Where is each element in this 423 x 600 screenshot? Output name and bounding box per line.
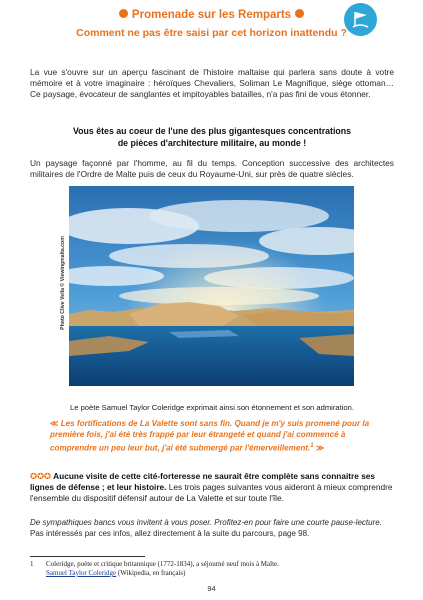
defense-bold-text: Aucune visite de cette cité-forteresse ne saurait être complète sans connaitre ses lignes de défense ; et leur histoire. bbox=[30, 471, 376, 493]
title-text: Promenade sur les Remparts bbox=[131, 9, 292, 21]
footnote-number: 1 bbox=[30, 560, 34, 568]
context-paragraph: Un paysage façonné par l'homme, au fil du temps. Conception successive des architectes militaires de l'Ordre de Malte puis de ceux du Royaume-Uni, sur près de quatre siècles. bbox=[30, 158, 394, 180]
benches-line: De sympathiques bancs vous invitent à vous poser. Profitez-en pour faire une courte pause-lecture. bbox=[30, 518, 382, 527]
bullet-dot bbox=[295, 9, 304, 18]
footnote-source-text: (Wikipedia, en français) bbox=[117, 569, 186, 577]
footnote bbox=[30, 560, 400, 578]
intro-paragraph: La vue s'ouvre sur un aperçu fascinant de l'histoire maltaise qui parlera sans doute à votre mémoire et à votre imaginaire : héroïques Chevaliers, Soliman Le Magnifique, siège ottoman… Ce paysage, évocateur de sanglantes et impitoyables batailles, n'a pas fini de vous étonner. bbox=[30, 67, 394, 100]
footnote-line bbox=[30, 560, 400, 569]
highlight-statement bbox=[30, 126, 394, 149]
bullet-dot bbox=[119, 9, 128, 18]
footnote-source bbox=[30, 569, 400, 578]
photo-credit bbox=[57, 190, 69, 380]
quote-close-mark: ≫ bbox=[315, 443, 325, 453]
coleridge-link[interactable]: Samuel Taylor Coleridge bbox=[46, 569, 117, 577]
footnote-rule bbox=[30, 556, 145, 557]
defense-normal-text: Les trois pages suivantes vous aideront à mieux comprendre l'ensemble du dispositif défensif autour de La Valette et sur toute l'île. bbox=[30, 482, 393, 504]
harbour-image bbox=[69, 186, 354, 386]
star-marks-icon: ✪✪✪ bbox=[30, 471, 51, 481]
skip-line: Pas intéressés par ces infos, allez directement à la suite du parcours, page 98. bbox=[30, 529, 310, 538]
quote-text: Les fortifications de La Valette sont sans fin. Quand je m'y suis promené pour la première fois, j'ai été très frappé par leur étrangeté et quand j'ai commencé à comprendre un peu leur but, j'ai été submergé par l'émerveillement. bbox=[50, 419, 370, 453]
highlight-line: de pièces d'architecture militaire, au monde ! bbox=[117, 137, 307, 148]
benches-paragraph bbox=[30, 517, 394, 539]
highlight-line: Vous êtes au coeur de l'une des plus gigantesques concentrations bbox=[72, 126, 352, 136]
page-subtitle: Comment ne pas être saisi par cet horizon inattendu ? bbox=[76, 27, 347, 39]
quote-footnote-ref[interactable]: 1 bbox=[310, 442, 314, 449]
footnote-text: Coleridge, poète et critique britannique (1772-1834), a séjourné neuf mois à Malte. bbox=[46, 560, 279, 568]
quote-open-mark: ≪ bbox=[50, 419, 59, 428]
coleridge-quote bbox=[50, 418, 382, 454]
page-number: 94 bbox=[207, 584, 216, 593]
page-title bbox=[0, 9, 423, 21]
defense-paragraph bbox=[30, 471, 394, 505]
photo-caption: Le poète Samuel Taylor Coleridge exprimait ainsi son étonnement et son admiration. bbox=[70, 403, 354, 412]
photo-credit-text: Photo Clive Vella © Viewingmalta.com bbox=[60, 236, 66, 330]
valletta-harbour-photo bbox=[69, 186, 354, 386]
